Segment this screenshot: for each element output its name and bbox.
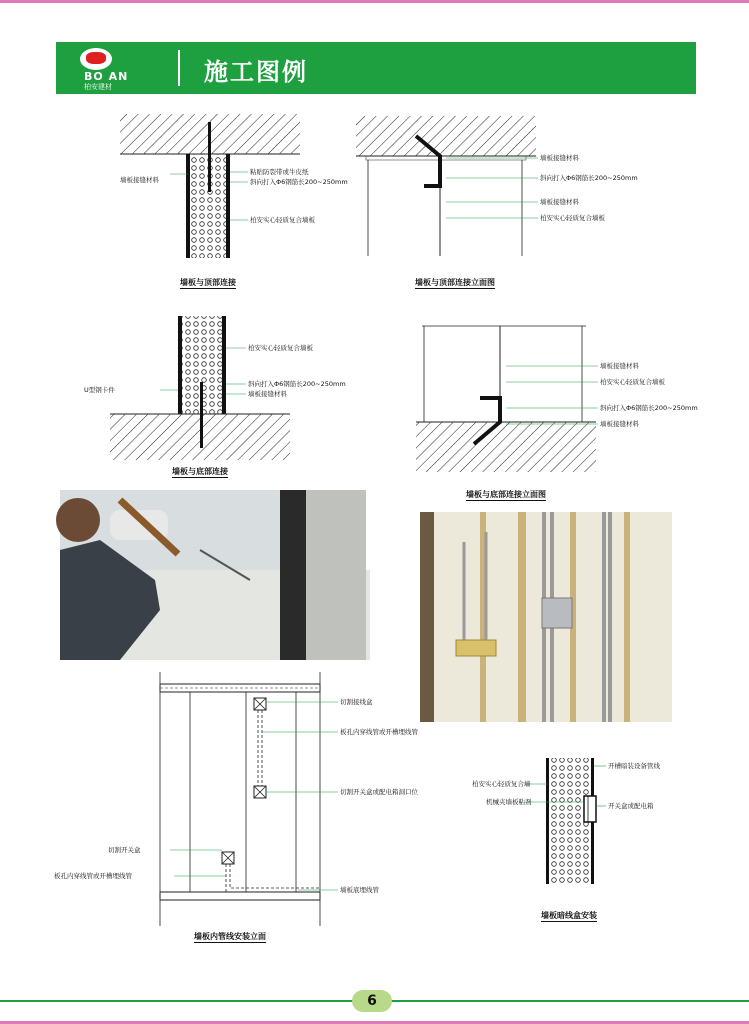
f5-label-5: 墙板底埋线管 bbox=[340, 886, 379, 894]
page-number: 6 bbox=[352, 990, 392, 1012]
f3-label-2: 斜向打入Φ6钢筋长200~250mm bbox=[248, 380, 346, 388]
figure-top-connection bbox=[110, 108, 348, 273]
f3-label-0: 柏安实心轻质复合墙板 bbox=[248, 344, 313, 352]
figure-bottom-elevation bbox=[410, 318, 710, 476]
figure-junction-box bbox=[470, 748, 710, 896]
figure-bottom-connection bbox=[80, 312, 360, 464]
f6-label-1: 柏安实心轻质复合墙 bbox=[472, 780, 531, 788]
f1-label-3: 柏安实心轻质复合墙板 bbox=[250, 216, 315, 224]
f1-label-2: 墙板接缝材料 bbox=[120, 176, 159, 184]
f4-label-1: 柏安实心轻质复合墙板 bbox=[600, 378, 665, 386]
f5-label-1: 板孔内穿线管或开槽埋线管 bbox=[340, 728, 418, 736]
f6-caption: 墙板暗线盒安装 bbox=[541, 911, 597, 920]
f3-label-1: U型钢卡件 bbox=[84, 386, 115, 394]
f4-label-0: 墙板接缝材料 bbox=[600, 362, 639, 370]
page-header bbox=[56, 42, 696, 94]
figure-top-elevation bbox=[350, 108, 638, 273]
f6-label-3: 开关盒或配电箱 bbox=[608, 802, 654, 810]
f2-caption: 墙板与顶部连接立面图 bbox=[415, 278, 495, 287]
f2-label-3: 柏安实心轻质复合墙板 bbox=[540, 214, 605, 222]
photo-worker bbox=[60, 490, 366, 660]
f5-label-4: 板孔内穿线管或开槽埋线管 bbox=[54, 872, 132, 880]
f1-label-0: 粘贴防裂带或牛皮纸 bbox=[250, 168, 309, 176]
f4-label-3: 墙板接缝材料 bbox=[600, 420, 639, 428]
figure-pipeline-elevation bbox=[50, 668, 450, 933]
header-divider bbox=[178, 50, 180, 86]
f2-label-1: 斜向打入Φ6钢筋长200~250mm bbox=[540, 174, 638, 182]
f4-label-2: 斜向打入Φ6钢筋长200~250mm bbox=[600, 404, 698, 412]
top-frame-line bbox=[0, 0, 749, 3]
logo-sub-text: 柏安建材 bbox=[84, 83, 112, 91]
f3-caption: 墙板与底部连接 bbox=[172, 467, 228, 476]
f2-label-2: 墙板接缝材料 bbox=[540, 198, 579, 206]
photo-conduits bbox=[420, 512, 672, 722]
f5-label-3: 切割开关盒 bbox=[108, 846, 141, 854]
f5-label-2: 切割开关盒或配电箱洞口位 bbox=[340, 788, 418, 796]
logo-emblem-inner bbox=[86, 52, 106, 64]
logo-en-text: BO AN bbox=[84, 70, 129, 83]
f6-label-2: 机械夹墙板粘剂 bbox=[486, 798, 532, 806]
f1-caption: 墙板与顶部连接 bbox=[180, 278, 236, 287]
f1-label-1: 斜向打入Φ6钢筋长200~250mm bbox=[250, 178, 348, 186]
f6-label-0: 开槽暗装设备管线 bbox=[608, 762, 660, 770]
page-title: 施工图例 bbox=[204, 58, 308, 86]
f5-label-0: 切割接线盒 bbox=[340, 698, 373, 706]
f5-caption: 墙板内管线安装立面 bbox=[194, 932, 266, 941]
f2-label-0: 墙板接缝材料 bbox=[540, 154, 579, 162]
f3-label-3: 墙板接缝材料 bbox=[248, 390, 287, 398]
f4-caption: 墙板与底部连接立面图 bbox=[466, 490, 546, 499]
